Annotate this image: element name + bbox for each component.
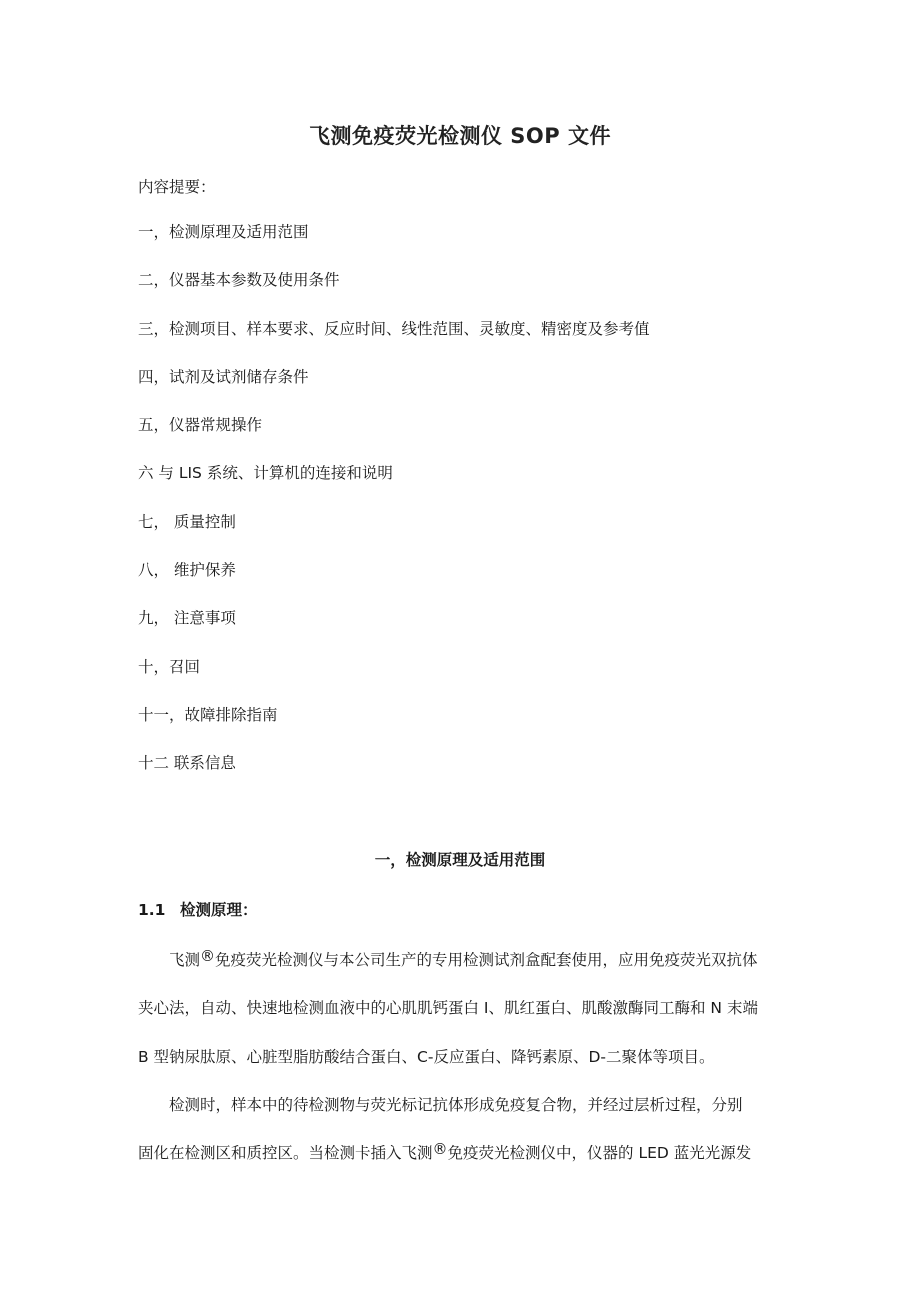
subsection-title: 检测原理： (180, 901, 258, 919)
toc-item: 四，试剂及试剂储存条件 (138, 367, 309, 386)
subsection-heading (138, 898, 258, 920)
toc-item: 六 与 LIS 系统、计算机的连接和说明 (138, 464, 393, 483)
toc-item: 一，检测原理及适用范围 (138, 223, 309, 241)
toc-item: 五，仪器常规操作 (138, 416, 263, 435)
registered-mark: ® (200, 947, 216, 965)
text-run: 免疫荧光检测仪中，仪器的 LED 蓝光光源发 (447, 1144, 752, 1163)
paragraph-line: 检测时，样本中的待检测物与荧光标记抗体形成免疫复合物，并经过层析过程，分别 (169, 1096, 743, 1114)
text-run: 免疫荧光检测仪与本公司生产的专用检测试剂盒配套使用，应用免疫荧光双抗体 (215, 951, 758, 969)
toc-item: 七， 质量控制 (138, 512, 236, 531)
toc-item: 二，仪器基本参数及使用条件 (138, 271, 340, 290)
toc-item: 三，检测项目、样本要求、反应时间、线性范围、灵敏度、精密度及参考值 (138, 319, 650, 338)
toc-item: 九， 注意事项 (138, 609, 236, 628)
paragraph-line: 夹心法，自动、快速地检测血液中的心肌肌钙蛋白 I、肌红蛋白、肌酸激酶同工酶和 N 末端 (138, 999, 758, 1018)
document-title: 飞测免疫荧光检测仪 SOP 文件 (309, 124, 611, 148)
toc-item: 十一，故障排除指南 (138, 705, 278, 724)
paragraph-detection (138, 1081, 782, 1178)
paragraph-principle (138, 936, 782, 1081)
registered-mark: ® (432, 1140, 448, 1159)
table-of-contents (138, 221, 650, 801)
section-heading: 一，检测原理及适用范围 (374, 851, 546, 869)
paragraph-line: B 型钠尿肽原、心脏型脂肪酸结合蛋白、C-反应蛋白、降钙素原、D-二聚体等项目。 (138, 1047, 715, 1066)
toc-item: 十二 联系信息 (138, 754, 236, 773)
text-run: 固化在检测区和质控区。当检测卡插入飞测 (138, 1144, 433, 1163)
paragraph-line (138, 936, 782, 984)
toc-item: 八， 维护保养 (138, 561, 236, 580)
paragraph-line (138, 1129, 782, 1177)
toc-heading: 内容提要： (138, 178, 216, 196)
subsection-number: 1.1 (138, 901, 166, 919)
toc-item: 十，召回 (138, 657, 201, 676)
text-run: 飞测 (169, 951, 201, 969)
